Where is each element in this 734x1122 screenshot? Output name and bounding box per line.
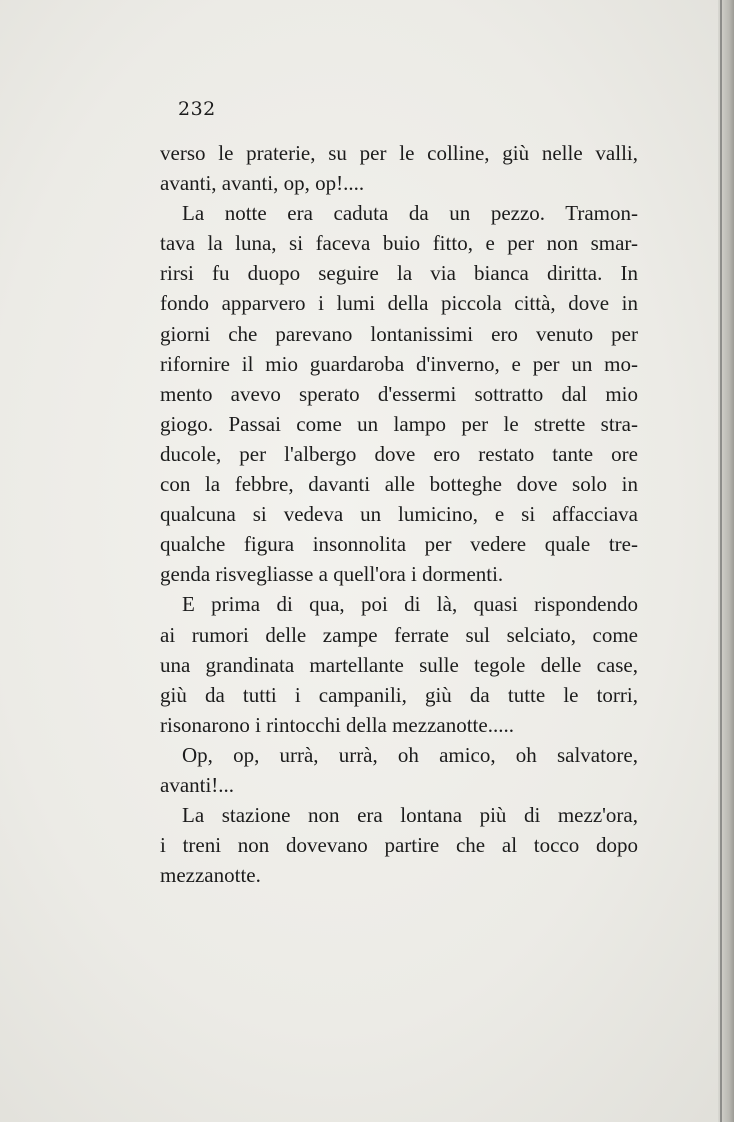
text-line: mezzanotte. <box>160 863 261 888</box>
text-line: qualche figura insonnolita per vedere quale tre- <box>160 532 638 557</box>
text-line: fondo apparvero i lumi della piccola città, dove in <box>160 291 638 316</box>
text-line: giù da tutti i campanili, giù da tutte le torri, <box>160 682 638 707</box>
text-line: ai rumori delle zampe ferrate sul selciato, come <box>160 622 638 647</box>
text-line: La stazione non era lontana più di mezz'ora, <box>182 803 638 828</box>
text-line: Op, op, urrà, urrà, oh amico, oh salvatore, <box>182 742 638 767</box>
text-line: mento avevo sperato d'essermi sottratto dal mio <box>160 381 638 406</box>
text-line: rirsi fu duopo seguire la via bianca diritta. In <box>160 261 638 286</box>
text-line: risonarono i rintocchi della mezzanotte..... <box>160 712 514 737</box>
text-line: genda risvegliasse a quell'ora i dormenti. <box>160 562 504 587</box>
text-line: ducole, per l'albergo dove ero restato tante ore <box>160 441 638 466</box>
text-line: tava la luna, si faceva buio fitto, e per non smar- <box>160 231 638 256</box>
text-line: rifornire il mio guardaroba d'inverno, e per un mo- <box>160 351 638 376</box>
text-line: verso le praterie, su per le colline, giù nelle valli, <box>160 141 638 165</box>
page-number: 232 <box>178 98 216 120</box>
text-line: avanti!... <box>160 772 235 797</box>
text-line: con la febbre, davanti alle botteghe dove solo in <box>160 472 638 497</box>
text-line: i treni non dovevano partire che al tocco dopo <box>160 833 638 858</box>
text-line: una grandinata martellante sulle tegole delle case, <box>160 652 638 677</box>
text-line: avanti, avanti, op, op!.... <box>160 171 365 196</box>
text-line: giogo. Passai come un lampo per le strette stra- <box>160 411 638 436</box>
text-line: qualcuna si vedeva un lumicino, e si affacciava <box>160 502 638 527</box>
body-text <box>160 138 638 890</box>
text-line: La notte era caduta da un pezzo. Tramon- <box>182 201 638 226</box>
text-line: E prima di qua, poi di là, quasi rispondendo <box>182 592 638 617</box>
text-line: giorni che parevano lontanissimi ero venuto per <box>160 321 638 346</box>
gutter-edge <box>720 0 722 1122</box>
